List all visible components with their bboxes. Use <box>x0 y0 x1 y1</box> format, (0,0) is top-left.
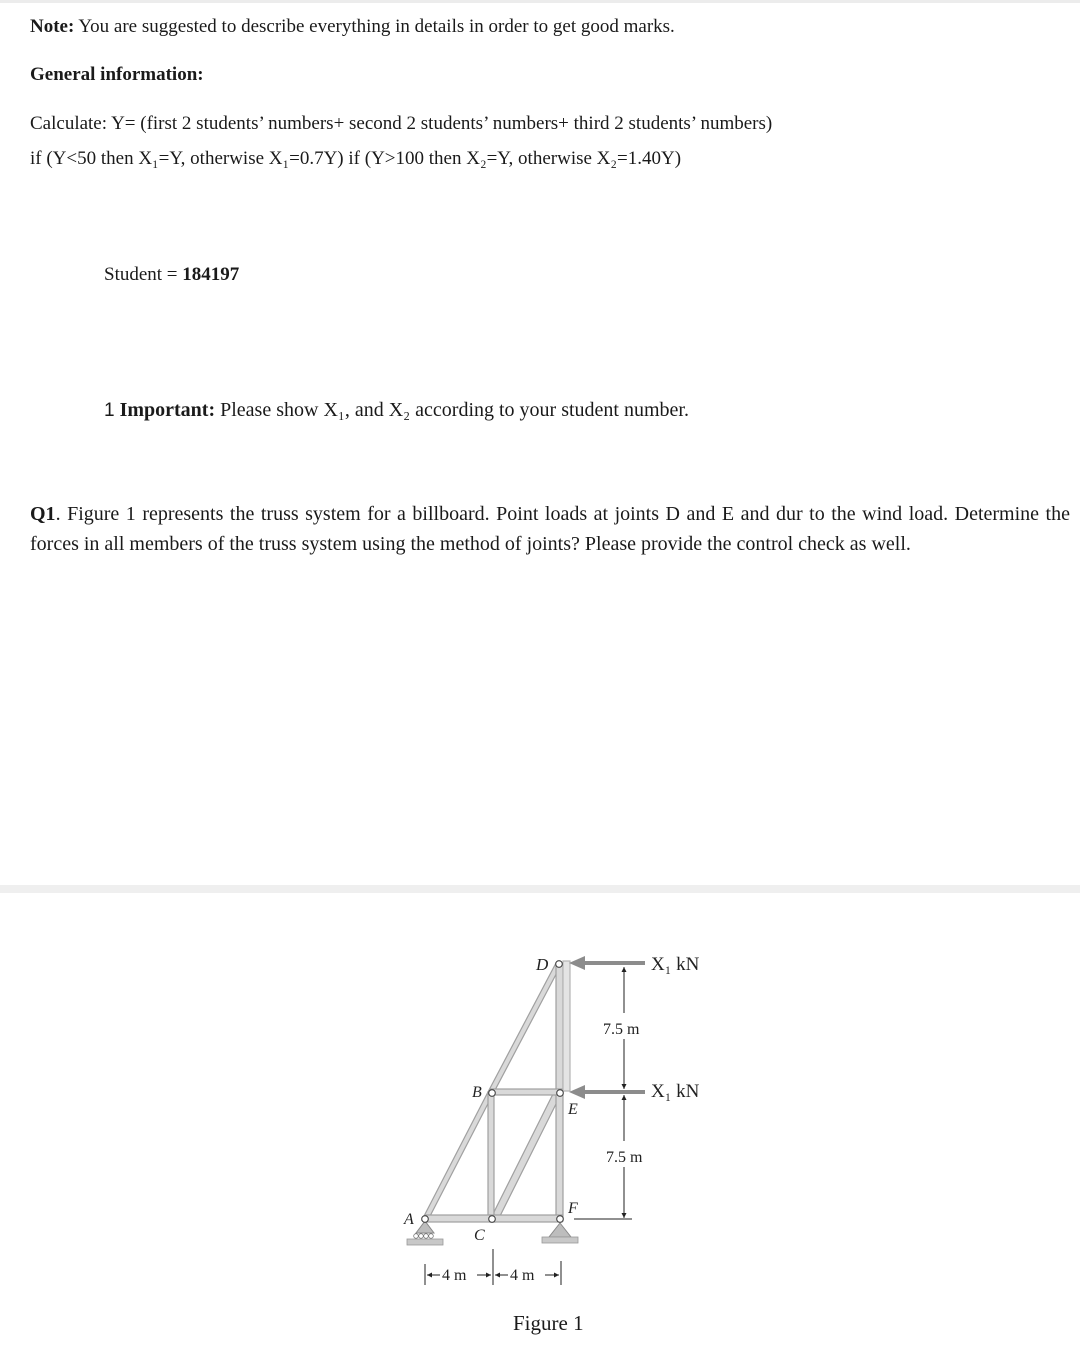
joint-label-d: D <box>536 955 549 974</box>
important-label: Important: <box>119 399 216 421</box>
question-1 <box>30 499 1070 559</box>
member-ce <box>490 1092 562 1220</box>
important-text: Please show X₁, and X₂ according to your student number. <box>215 399 689 421</box>
joint-label-f: F <box>568 1200 578 1217</box>
page-divider <box>0 885 1080 893</box>
note-label: Note: <box>30 16 75 37</box>
condition-formula: if (Y<50 then X₁=Y, otherwise X₁=0.7Y) if (Y>100 then X₂=Y, otherwise X₂=1.40Y) <box>30 148 682 169</box>
joint-label-a: A <box>404 1211 414 1228</box>
member-be <box>490 1089 562 1095</box>
dimension-lower-height: 7.5 m <box>606 1149 643 1166</box>
truss-figure <box>0 893 1080 1303</box>
pin-support <box>542 1223 578 1243</box>
joint-label-b: B <box>472 1084 482 1101</box>
figure-caption: Figure 1 <box>513 1311 584 1335</box>
member-bc <box>488 1092 494 1220</box>
important-number: 1 <box>104 400 115 421</box>
student-label: Student = <box>104 264 183 285</box>
dimension-upper-height: 7.5 m <box>603 1021 640 1038</box>
member-ab <box>422 1092 494 1220</box>
truss-members <box>422 961 570 1222</box>
note-line <box>30 16 675 38</box>
member-bd <box>488 963 562 1092</box>
member-ac <box>425 1215 495 1222</box>
note-text: You are suggested to describe everything in details in order to get good marks. <box>74 16 675 37</box>
question-text: . Figure 1 represents the truss system for a billboard. Point loads at joints D and E and dur to the wind load. Determine the forces in all members of the truss system using the method of joints? Please provide the control check as well. <box>30 503 1070 555</box>
student-number: 184197 <box>182 264 240 285</box>
dimension-right-span: 4 m <box>510 1267 535 1284</box>
load-label-top: X₁ kN <box>651 954 700 975</box>
billboard-post <box>563 961 570 1091</box>
load-label-middle: X₁ kN <box>651 1081 700 1102</box>
member-cf <box>490 1215 562 1222</box>
general-information-heading: General information: <box>30 64 204 85</box>
joint-label-c: C <box>474 1227 485 1244</box>
question-label: Q1 <box>30 503 56 525</box>
joint-label-e: E <box>568 1101 578 1118</box>
student-line <box>104 264 239 286</box>
important-line <box>104 399 689 422</box>
calculate-formula: Calculate: Y= (first 2 students’ numbers+ second 2 students’ numbers+ third 2 students’ numbers) <box>30 113 773 134</box>
dimension-left-span: 4 m <box>442 1267 467 1284</box>
top-rule <box>0 0 1080 3</box>
